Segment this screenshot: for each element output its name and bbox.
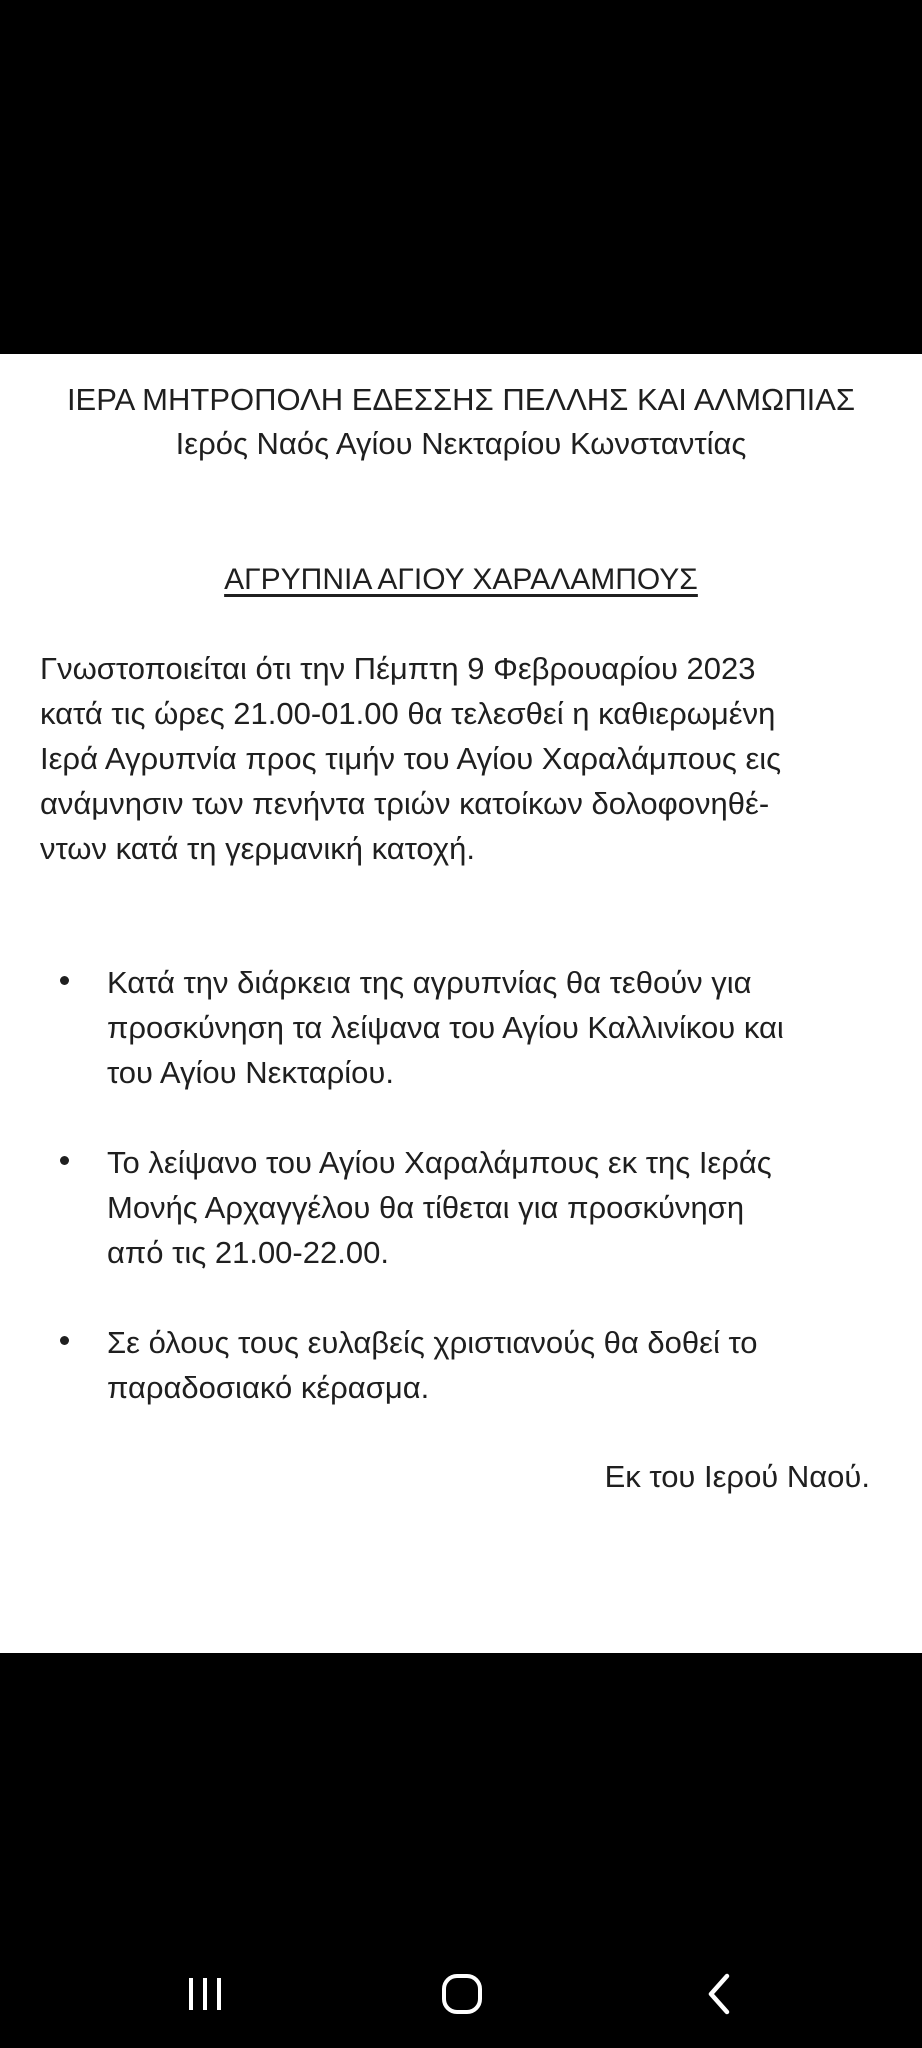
- home-button[interactable]: [412, 1940, 512, 2048]
- bullet-dot: [60, 976, 69, 985]
- bullet-line: Το λείψανο του Αγίου Χαραλάμπους εκ της Ιεράς: [107, 1145, 772, 1180]
- intro-line: ανάμνησιν των πενήντα τριών κατοίκων δολοφονηθέ-: [40, 786, 770, 821]
- recent-apps-icon: [185, 1974, 225, 2014]
- notice-title: ΑΓΡΥΠΝΙΑ ΑΓΙΟΥ ΧΑΡΑΛΑΜΠΟΥΣ: [224, 563, 698, 596]
- back-button[interactable]: [670, 1940, 770, 2048]
- header-metropolis: ΙΕΡΑ ΜΗΤΡΟΠΟΛΗ ΕΔΕΣΣΗΣ ΠΕΛΛΗΣ ΚΑΙ ΑΛΜΩΠΙΑΣ: [66, 382, 856, 417]
- bullet-text: [107, 1320, 907, 1410]
- bullet-line: παραδοσιακό κέρασμα.: [107, 1370, 430, 1405]
- bullet-text: [107, 1140, 907, 1275]
- system-navigation-bar: [0, 1940, 922, 2048]
- header-church: Ιερός Ναός Αγίου Νεκταρίου Κωνσταντίας: [175, 426, 747, 461]
- bullet-line: προσκύνηση τα λείψανα του Αγίου Καλλινίκου και: [107, 1010, 784, 1045]
- bullet-line: Κατά την διάρκεια της αγρυπνίας θα τεθούν για: [107, 965, 752, 1000]
- notice-document: [0, 354, 922, 1653]
- intro-line: ντων κατά τη γερμανική κατοχή.: [40, 831, 475, 866]
- back-icon: [700, 1972, 740, 2016]
- intro-line: Γνωστοποιείται ότι την Πέμπτη 9 Φεβρουαρίου 2023: [40, 651, 756, 686]
- home-icon: [440, 1972, 484, 2016]
- bullet-line: Σε όλους τους ευλαβείς χριστιανούς θα δοθεί το: [107, 1325, 758, 1360]
- bullet-line: Μονής Αρχαγγέλου θα τίθεται για προσκύνηση: [107, 1190, 745, 1225]
- bullet-line: του Αγίου Νεκταρίου.: [107, 1055, 394, 1090]
- recent-apps-button[interactable]: [155, 1940, 255, 2048]
- intro-paragraph: [40, 646, 900, 871]
- bullet-dot: [60, 1336, 69, 1345]
- bullet-line: από τις 21.00-22.00.: [107, 1235, 389, 1270]
- intro-line: Ιερά Αγρυπνία προς τιμήν του Αγίου Χαραλάμπους εις: [40, 741, 782, 776]
- bullet-dot: [60, 1156, 69, 1165]
- closing-signature: Εκ του Ιερού Ναού.: [604, 1459, 870, 1494]
- bullet-text: [107, 960, 907, 1095]
- intro-line: κατά τις ώρες 21.00-01.00 θα τελεσθεί η καθιερωμένη: [40, 696, 776, 731]
